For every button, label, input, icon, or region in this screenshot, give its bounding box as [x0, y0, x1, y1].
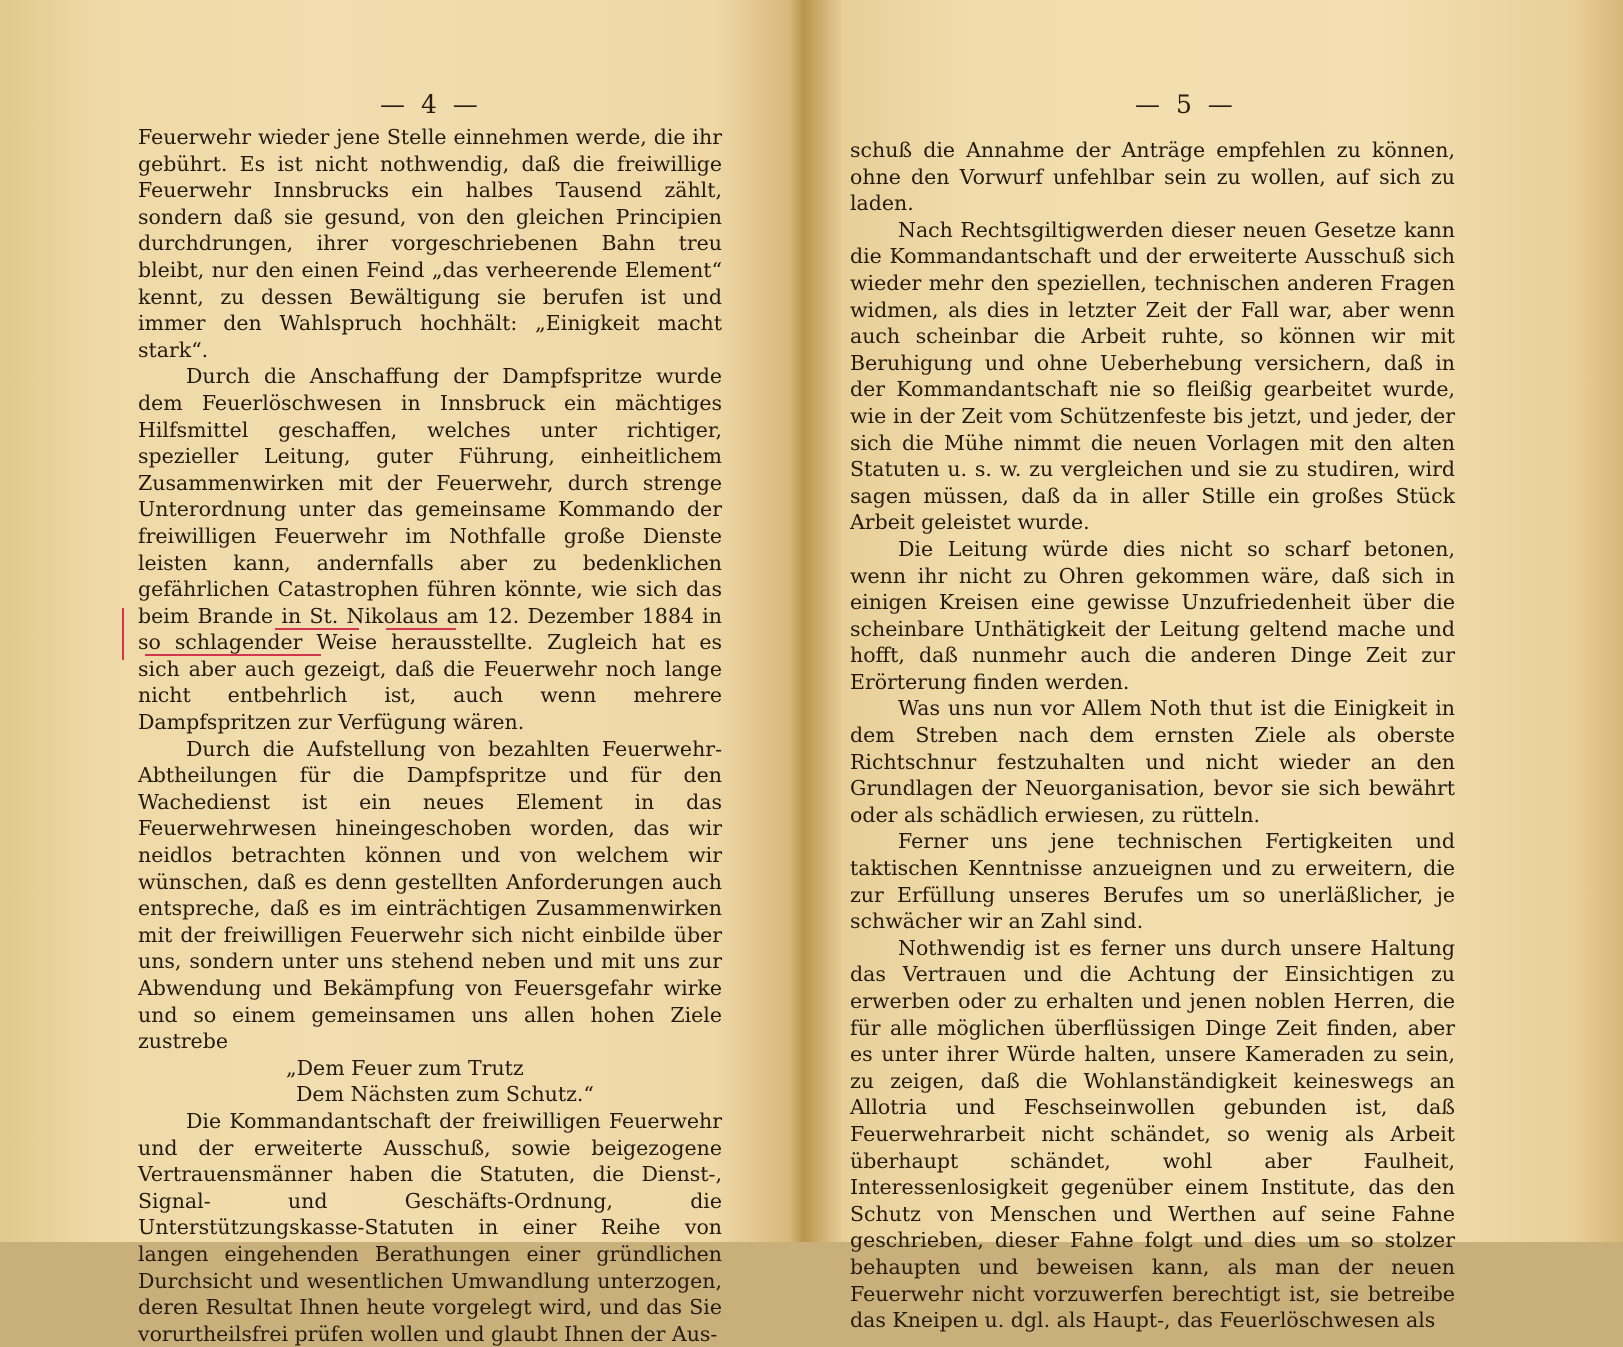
page-number: — 4 —	[380, 90, 482, 119]
paragraph: Nothwendig ist es ferner uns durch unsere Haltung das Vertrauen und die Achtung der Einsichtigen zu erwerben oder zu erhalten und jenen noblen Herren, die für alle möglichen überflüssigen Dinge Zeit finden, aber es unter ihrer Würde halten, unsere Kameraden zu sein, zu zeigen, daß die Wohlanständigkeit keineswegs an Allotria und Feschseinwollen gebunden ist, daß Feuerwehrarbeit nicht schändet, so wenig als Arbeit überhaupt schändet, wohl aber Faulheit, Interessenlosigkeit gegenüber einem Institute, das den Schutz von Menschen und Werthen auf seine Fahne geschrieben, dieser Fahne folgt und dies um so stolzer behaupten und beweisen kann, als man der neuen Feuerwehr nicht vorzuwerfen berechtigt ist, sie betreibe das Kneipen u. dgl. als Haupt-, das Feuerlöschwesen als	[850, 935, 1455, 1333]
motto-line: „Dem Feuer zum Trutz	[286, 1055, 524, 1080]
right-page-text	[850, 137, 1455, 1334]
red-underline	[145, 654, 321, 656]
paragraph: Durch die Aufstellung von bezahlten Feuerwehr-Abtheilungen für die Dampfspritze und für den Wachedienst ist ein neues Element in das Feuerwehrwesen hineingeschoben worden, das wir neidlos betrachten können und von welchem wir wünschen, daß es denn gestellten Anforderungen auch entspreche, daß es im einträchtigen Zusammenwirken mit der freiwilligen Feuerwehr sich nicht einbilde über uns, sondern unter uns stehend neben und mit uns zur Abwendung und Bekämpfung von Feuersgefahr wirke und so einem gemeinsamen uns allen hohen Ziele zustrebe	[138, 736, 722, 1054]
paragraph: Was uns nun vor Allem Noth thut ist die Einigkeit in dem Streben nach dem ernsten Ziele als oberste Richtschnur festzuhalten und nicht wieder an den Grundlagen der Neuorganisation, bevor sie sich bewährt oder als schädlich erwiesen, zu rütteln.	[850, 696, 1455, 827]
page-number: — 5 —	[1135, 90, 1237, 119]
paragraph: Ferner uns jene technischen Fertigkeiten und taktischen Kenntnisse anzueignen und zu erweitern, die zur Erfüllung unseres Berufes um so unerläßlicher, je schwächer wir an Zahl sind.	[850, 829, 1455, 934]
paragraph: Feuerwehr wieder jene Stelle einnehmen werde, die ihr gebührt. Es ist nicht nothwendig, daß die freiwillige Feuerwehr Innsbrucks ein halbes Tausend zählt, sondern daß sie gesund, von den gleichen Principien durchdrungen, ihrer vorgeschriebenen Bahn treu bleibt, nur den einen Feind „das verheerende Element“ kennt, zu dessen Bewältigung sie berufen ist und immer den Wahlspruch hochhält: „Einigkeit macht stark“.	[138, 125, 722, 362]
red-margin-mark	[122, 608, 124, 660]
paragraph: Nach Rechtsgiltigwerden dieser neuen Gesetze kann die Kommandantschaft und der erweiterte Ausschuß sich wieder mehr den speziellen, technischen anderen Fragen widmen, als dies in letzter Zeit der Fall war, aber wenn auch scheinbar die Arbeit ruhte, so können wir mit Beruhigung und ohne Ueberhebung versichern, daß in der Kommandantschaft nie so fleißig gearbeitet wurde, wie in der Zeit vom Schützenfeste bis jetzt, und jeder, der sich die Mühe nimmt die neuen Vorlagen mit den alten Statuten u. s. w. zu vergleichen und sie zu studiren, wird sagen müssen, daß da in aller Stille ein großes Stück Arbeit geleistet wurde.	[850, 217, 1455, 535]
paragraph: schuß die Annahme der Anträge empfehlen zu können, ohne den Vorwurf unfehlbar sein zu wollen, auf sich zu laden.	[850, 138, 1455, 216]
red-underline	[275, 628, 359, 630]
paragraph: Durch die Anschaffung der Dampfspritze wurde dem Feuerlöschwesen in Innsbruck ein mächtiges Hilfsmittel geschaffen, welches unter richtiger, spezieller Leitung, guter Führung, einheitlichem Zusammenwirken mit der Feuerwehr, durch strenge Unterordnung unter das gemeinsame Kommando der freiwilligen Feuerwehr im Nothfalle große Dienste leisten kann, andernfalls aber zu bedenklichen gefährlichen Catastrophen führen könnte, wie sich das beim Brande in St. Nikolaus am 12. Dezember 1884 in so schlagender Weise herausstellte. Zugleich hat es sich aber auch gezeigt, daß die Feuerwehr noch lange nicht entbehrlich ist, auch wenn mehrere Dampfspritzen zur Verfügung wären.	[138, 364, 722, 735]
left-page	[0, 0, 805, 1346]
paragraph: Die Leitung würde dies nicht so scharf betonen, wenn ihr nicht zu Ohren gekommen wäre, daß sich in einigen Kreisen eine gewisse Unzufriedenheit über die scheinbare Unthätigkeit der Leitung geltend mache und hofft, daß nunmehr auch die anderen Dinge Zeit zur Erörterung finden werden.	[850, 536, 1455, 694]
left-page-text	[138, 124, 722, 1347]
motto	[138, 1055, 722, 1108]
red-underline	[386, 628, 456, 630]
motto-line: Dem Nächsten zum Schutz.“	[296, 1082, 594, 1107]
paragraph: Die Kommandantschaft der freiwilligen Feuerwehr und der erweiterte Ausschuß, sowie beigezogene Vertrauensmänner haben die Statuten, die Dienst-, Signal- und Geschäfts-Ordnung, die Unterstützungskasse-Statuten in einer Reihe von langen eingehenden Berathungen einer gründlichen Durchsicht und wesentlichen Umwandlung unterzogen, deren Resultat Ihnen heute vorgelegt wird, und das Sie vorurtheilsfrei prüfen wollen und glaubt Ihnen der Aus-	[138, 1108, 722, 1346]
right-page	[805, 0, 1623, 1333]
